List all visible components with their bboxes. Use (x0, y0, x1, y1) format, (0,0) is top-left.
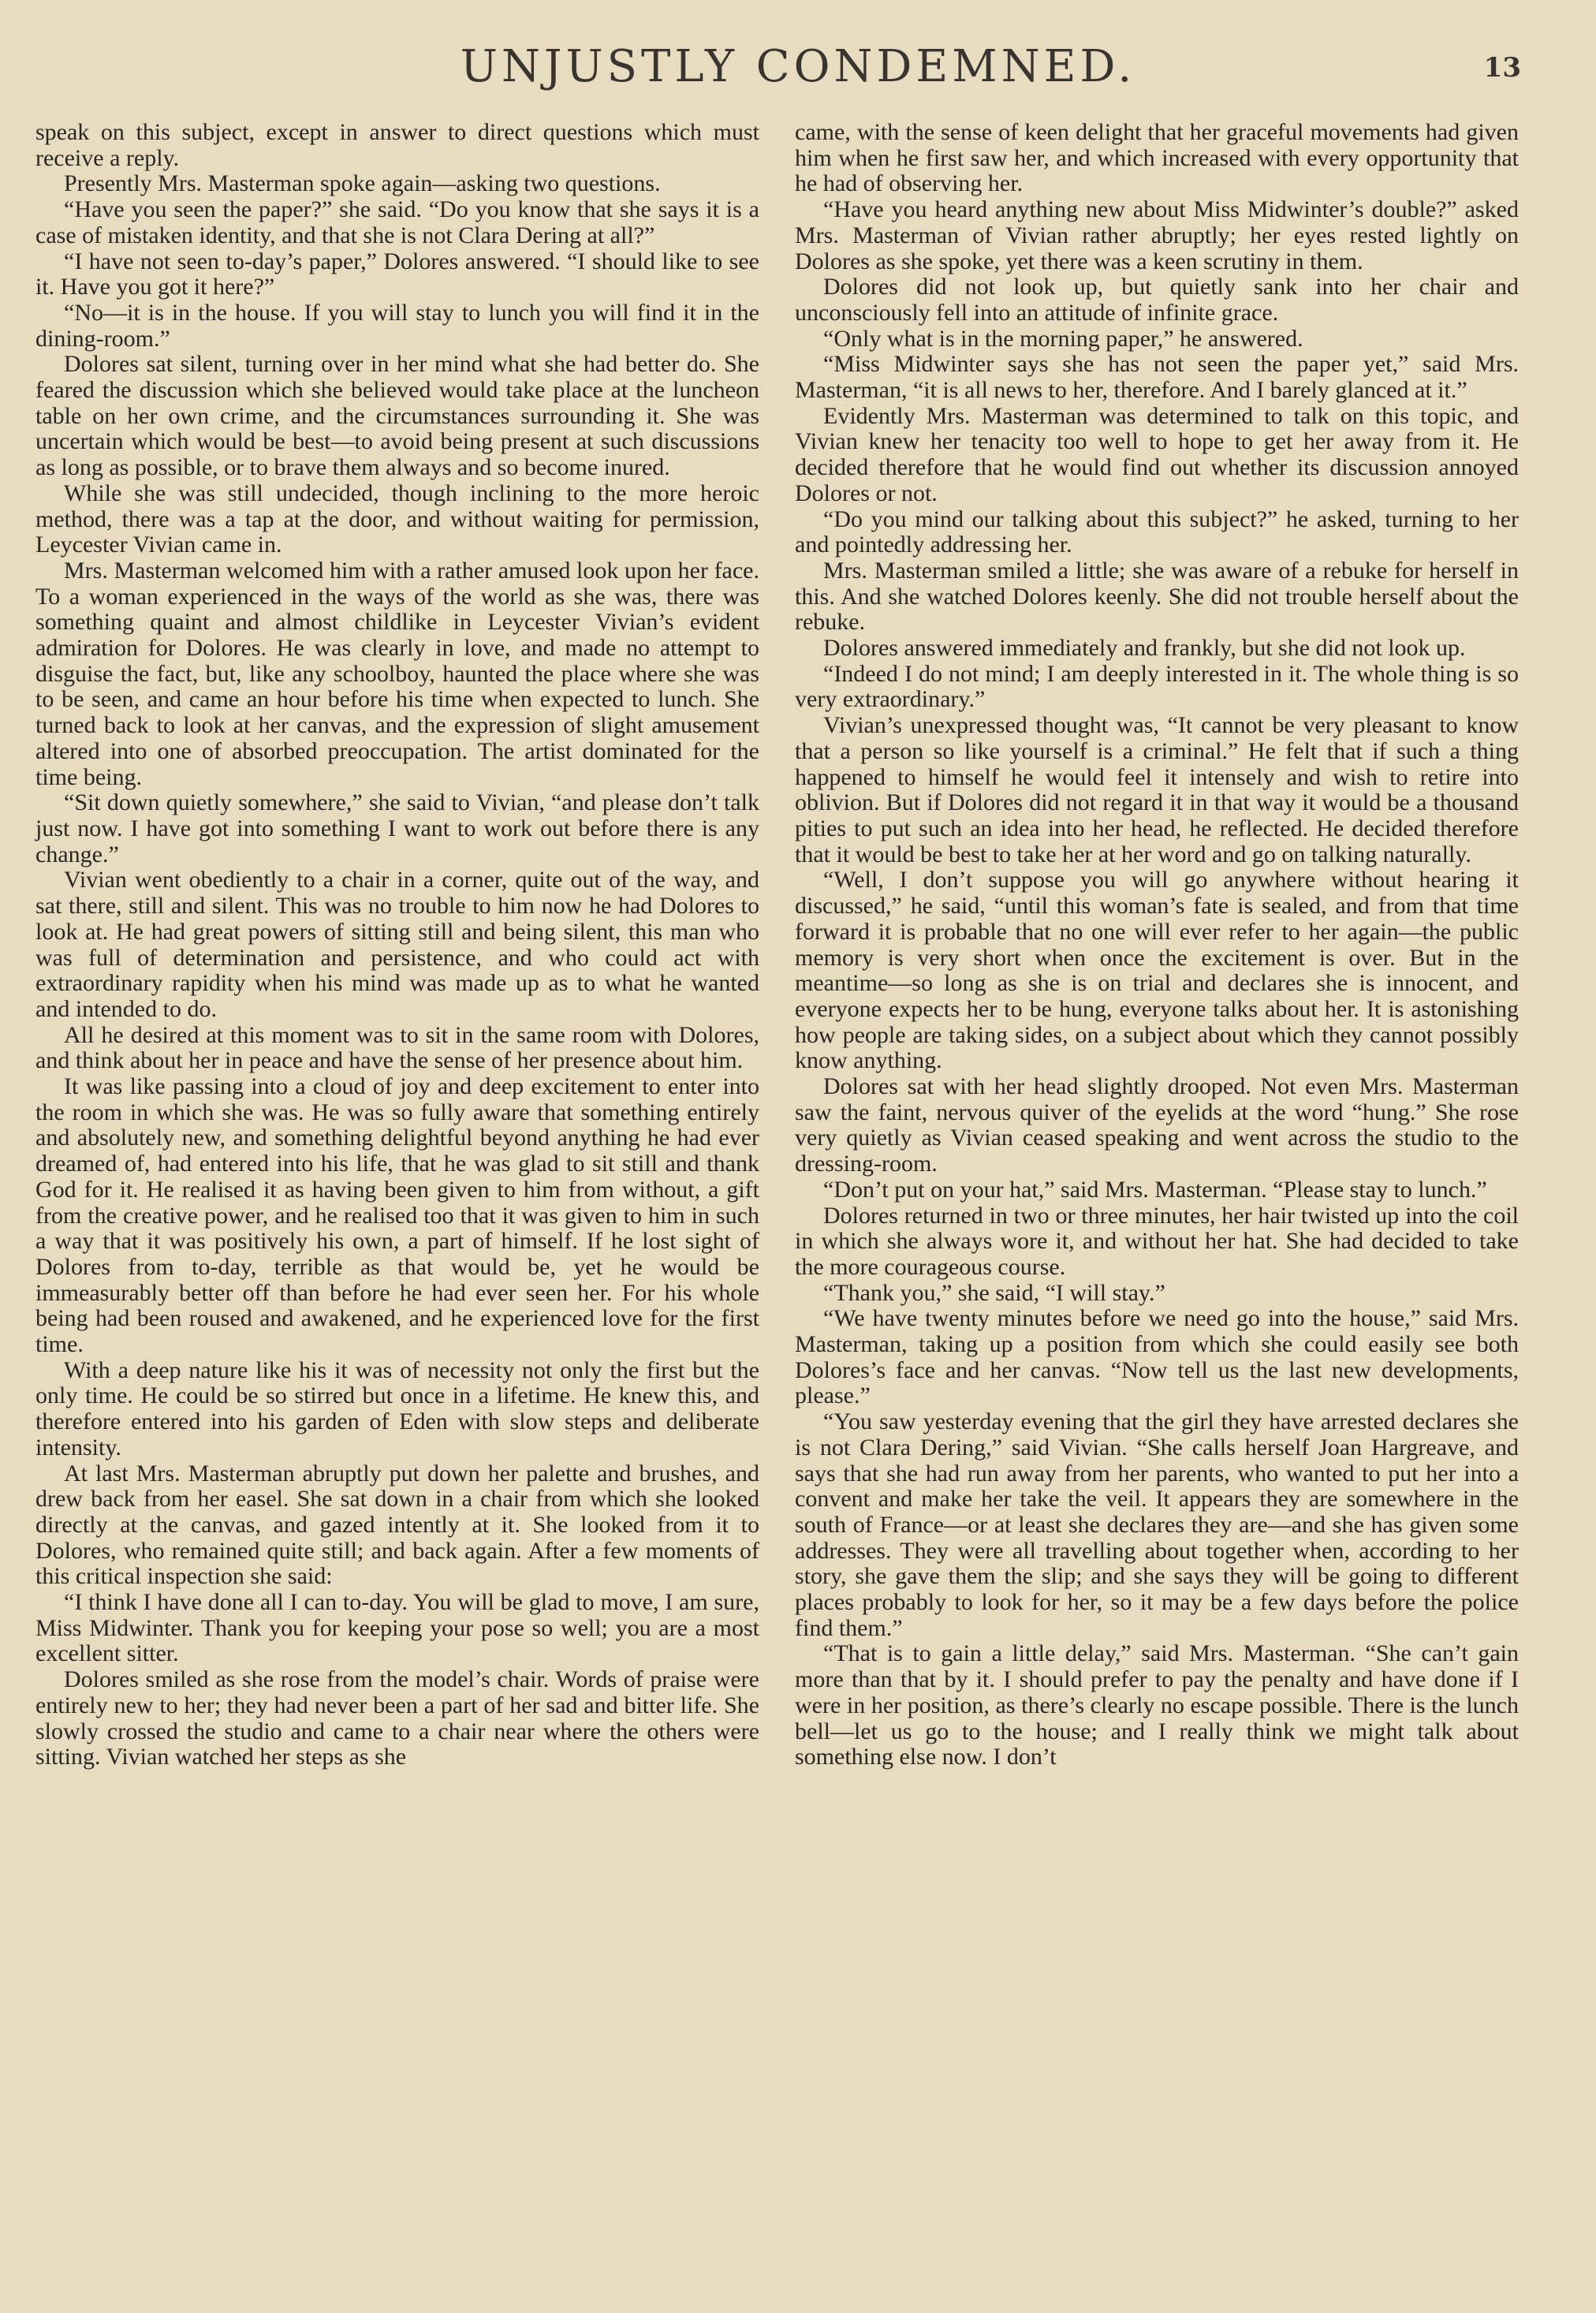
paragraph: It was like passing into a cloud of joy and deep excitement to enter into the room in which she was. He was so fully aware that something entirely and absolutely new, and something delightful beyond anything he had ever dreamed of, had entered into his life, that he was glad to sit still and thank God for it. He realised it as having been given to him from without, a gift from the creative power, and he realised too that it was given to him in such a way that it was positively his own, a part of himself. If he lost sight of Dolores from to-day, terrible as that would be, yet he would be immeasurably better off than before he had ever seen her. For his whole being had been roused and awakened, and he experienced love for the first time. (35, 1073, 759, 1358)
paragraph: “Have you heard anything new about Miss Midwinter’s double?” asked Mrs. Masterman of Vivian rather abruptly; her eyes rested lightly on Dolores as she spoke, yet there was a keen scrutiny in them. (795, 196, 1519, 274)
paragraph: Presently Mrs. Masterman spoke again—asking two questions. (64, 170, 661, 197)
running-title: UNJUSTLY CONDEMNED. (460, 41, 1136, 92)
paragraph: Dolores did not look up, but quietly sank into her chair and unconsciously fell into an attitude of infinite grace. (795, 274, 1519, 326)
paragraph: All he desired at this moment was to sit in the same room with Dolores, and think about her in peace and have the sense of her presence about him. (35, 1021, 759, 1074)
text-column-right (795, 120, 1519, 1770)
paragraph: Dolores smiled as she rose from the model’s chair. Words of praise were entirely new to her; they had never been a part of her sad and bitter life. She slowly crossed the studio and came to a chair near where the others were sitting. Vivian watched her steps as she (35, 1666, 759, 1770)
paragraph: “You saw yesterday evening that the girl they have arrested declares she is not Clara Dering,” said Vivian. “She calls herself Joan Hargreave, and says that she had run away from her parents, who wanted to put her into a convent and make her take the veil. It appears they are somewhere in the south of France—or at least she declares they are—and she has given some addresses. They were all travelling about together when, according to her story, she gave them the slip; and she says they will be going to different places probably to look for her, so it may be a few days before the police find them.” (795, 1408, 1519, 1641)
paragraph: “Sit down quietly somewhere,” she said to Vivian, “and please don’t talk just now. I have got into something I want to work out before there is any change.” (35, 789, 759, 867)
paragraph: Dolores answered immediately and frankly, but she did not look up. (823, 635, 1466, 662)
paragraph: “I think I have done all I can to-day. You will be glad to move, I am sure, Miss Midwinter. Thank you for keeping your pose so well; you are a most excellent sitter. (35, 1589, 759, 1667)
paragraph: Vivian’s unexpressed thought was, “It cannot be very pleasant to know that a person so like yourself is a criminal.” He felt that if such a thing happened to himself he would feel it intensely and wish to retire into oblivion. But if Dolores did not regard it in that way it would be a thousand pities to put such an idea into her head, he reflected. He decided therefore that it would be best to take her at her word and go on talking naturally. (795, 712, 1519, 867)
paragraph: “Have you seen the paper?” she said. “Do you know that she says it is a case of mistaken identity, and that she is not Clara Dering at all?” (35, 196, 759, 248)
paragraph: speak on this subject, except in answer to direct questions which must receive a reply. (35, 119, 759, 171)
paragraph: “Only what is in the morning paper,” he answered. (823, 325, 1303, 352)
paragraph: came, with the sense of keen delight that her graceful movements had given him when he first saw her, and which increased with every opportunity that he had of observing her. (795, 119, 1519, 197)
paragraph: Evidently Mrs. Masterman was determined to talk on this topic, and Vivian knew her tenacity too well to hope to get her away from it. He decided therefore that he would find out whether its discussion annoyed Dolores or not. (795, 402, 1519, 506)
page-number: 13 (1483, 52, 1521, 84)
text-column-left (35, 120, 759, 1770)
paragraph: Dolores sat silent, turning over in her mind what she had better do. She feared the discussion which she believed would take place at the luncheon table on her own crime, and the circumstances surrounding it. She was uncertain which would be best—to avoid being present at such discussions as long as possible, or to brave them always and so become inured. (35, 351, 759, 481)
paragraph: “That is to gain a little delay,” said Mrs. Masterman. “She can’t gain more than that by it. I should prefer to pay the penalty and have done if I were in her position, as there’s clearly no escape possible. There is the lunch bell—let us go to the house; and I really think we might talk about something else now. I don’t (795, 1640, 1519, 1770)
paragraph: “Miss Midwinter says she has not seen the paper yet,” said Mrs. Masterman, “it is all news to her, therefore. And I barely glanced at it.” (795, 351, 1519, 404)
paragraph: Dolores returned in two or three minutes, her hair twisted up into the coil in which she always wore it, and without her hat. She had decided to take the more courageous course. (795, 1202, 1519, 1280)
paragraph: Mrs. Masterman smiled a little; she was aware of a rebuke for herself in this. And she watched Dolores keenly. She did not trouble herself about the rebuke. (795, 557, 1519, 636)
paragraph: At last Mrs. Masterman abruptly put down her palette and brushes, and drew back from her easel. She sat down in a chair from which she looked directly at the canvas, and gazed intently at it. She looked from it to Dolores, who remained quite still; and back again. After a few moments of this critical inspection she said: (35, 1460, 759, 1590)
paragraph: While she was still undecided, though inclining to the more heroic method, there was a tap at the door, and without waiting for permission, Leycester Vivian came in. (35, 479, 759, 558)
paragraph: With a deep nature like his it was of necessity not only the first but the only time. He could be so stirred but once in a lifetime. He knew this, and therefore entered into his garden of Eden with slow steps and deliberate intensity. (35, 1356, 759, 1461)
paragraph: Vivian went obediently to a chair in a corner, quite out of the way, and sat there, still and silent. This was no trouble to him now he had Dolores to look at. He had great powers of sitting still and being silent, this man who was full of determination and persistence, and who could act with extraordinary rapidity when his mind was made up as to what he wanted and intended to do. (35, 867, 759, 1022)
paragraph: “Well, I don’t suppose you will go anywhere without hearing it discussed,” he said, “until this woman’s fate is sealed, and from that time forward it is probable that no one will ever refer to her again—the public memory is very short when once the excitement is over. But in the meantime—so long as she is on trial and declares she is innocent, and everyone expects her to be hung, everyone talks about her. It is astonishing how people are taking sides, on a subject about which they cannot possibly know anything. (795, 867, 1519, 1074)
paragraph: “Don’t put on your hat,” said Mrs. Masterman. “Please stay to lunch.” (823, 1176, 1487, 1203)
paragraph: “Do you mind our talking about this subject?” he asked, turning to her and pointedly addressing her. (795, 506, 1519, 558)
paragraph: “No—it is in the house. If you will stay to lunch you will find it in the dining-room.” (35, 299, 759, 352)
paragraph: Dolores sat with her head slightly drooped. Not even Mrs. Masterman saw the faint, nervous quiver of the eyelids at the word “hung.” She rose very quietly as Vivian ceased speaking and went across the studio to the dressing-room. (795, 1073, 1519, 1177)
paragraph: “We have twenty minutes before we need go into the house,” said Mrs. Masterman, taking up a position from which she could easily see both Dolores’s face and her canvas. “Now tell us the last new developments, please.” (795, 1305, 1519, 1409)
paragraph: “I have not seen to-day’s paper,” Dolores answered. “I should like to see it. Have you got it here?” (35, 248, 759, 300)
paragraph: Mrs. Masterman welcomed him with a rather amused look upon her face. To a woman experienced in the ways of the world as she was, there was something quaint and almost childlike in Leycester Vivian’s evident admiration for Dolores. He was clearly in love, and made no attempt to disguise the fact, but, like any schoolboy, haunted the place where she was to be seen, and came an hour before his time when expected to lunch. She turned back to look at her canvas, and the expression of slight amusement altered into one of absorbed preoccupation. The artist dominated for the time being. (35, 557, 759, 790)
paragraph: “Thank you,” she said, “I will stay.” (823, 1279, 1165, 1306)
paragraph: “Indeed I do not mind; I am deeply interested in it. The whole thing is so very extraordinary.” (795, 660, 1519, 713)
